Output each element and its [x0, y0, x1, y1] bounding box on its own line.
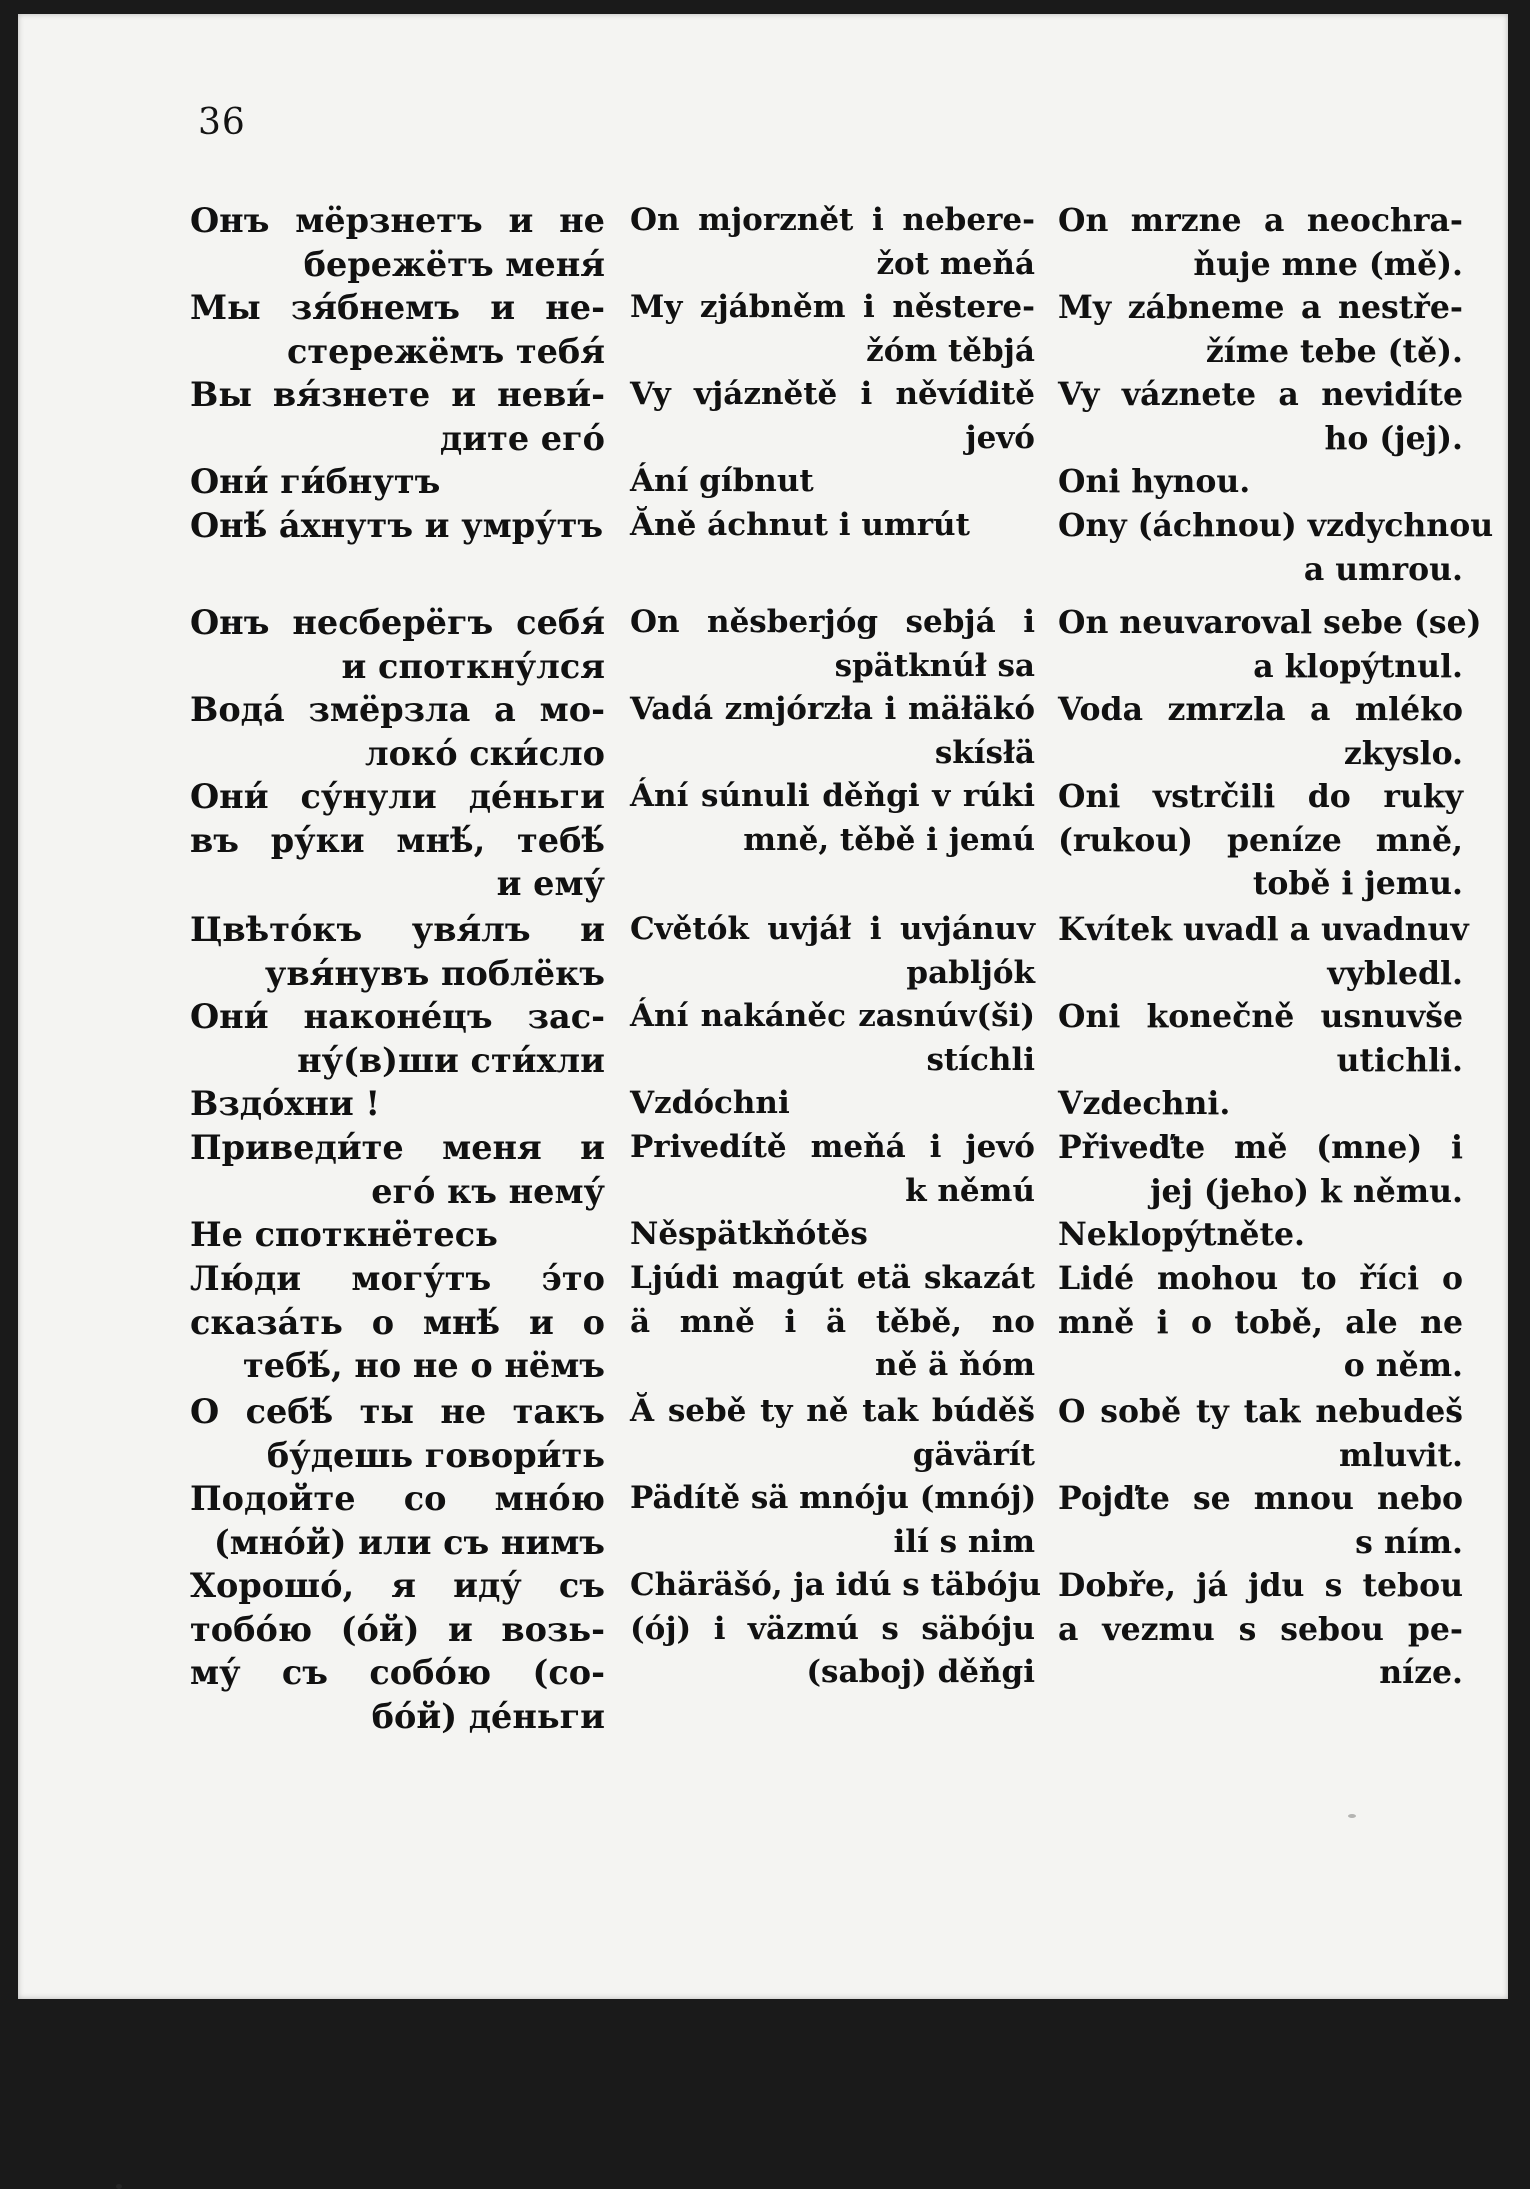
transcription-line: ä mně i ä těbě, no: [630, 1303, 1035, 1340]
transcription-entry: [630, 1257, 1035, 1388]
russian-entry: [190, 1390, 605, 1477]
transcription-line: ilí s nim: [893, 1523, 1035, 1560]
russian-line: Лю́ди могу́тъ э́то: [190, 1259, 605, 1298]
czech-line: a klopýtnul.: [1253, 647, 1463, 685]
russian-entry: [190, 1213, 605, 1257]
russian-entry: [190, 775, 605, 906]
transcription-line: žot meňá: [876, 245, 1035, 282]
russian-entry: [190, 199, 605, 286]
russian-line: локо́ ски́сло: [365, 733, 605, 773]
russian-line: Вода́ змёрзла а мо-: [190, 690, 605, 729]
transcription-entry: [630, 995, 1035, 1082]
russian-line: Хорошо́, я иду́ съ: [190, 1566, 605, 1605]
transcription-entry: [630, 460, 1035, 504]
page-number: 36: [198, 102, 246, 143]
czech-entry: [1058, 460, 1463, 504]
czech-line: ňuje mne (mě).: [1193, 245, 1463, 283]
czech-line: On mrzne a neochra-: [1058, 202, 1463, 239]
transcription-line: spätknúł sa: [834, 647, 1035, 684]
transcription-line: Vzdóchni: [630, 1085, 790, 1121]
russian-line: Не споткнётесь: [190, 1215, 498, 1254]
russian-line: Онѣ́ а́хнутъ и умру́тъ: [190, 506, 604, 545]
russian-entry: [190, 373, 605, 460]
czech-entry: [1058, 601, 1482, 688]
transcription-line: Vy vjáznětě i něvíditě: [630, 376, 1035, 412]
transcription-line: k němú: [905, 1172, 1035, 1209]
russian-entry: [190, 460, 605, 504]
czech-line: Dobře, já jdu s tebou: [1058, 1567, 1463, 1604]
transcription-line: Pädítě sä mnóju (mnój): [630, 1480, 1037, 1516]
transcription-line: pabljók: [906, 954, 1035, 991]
czech-line: Oni vstrčili do ruky: [1058, 778, 1463, 815]
czech-line: vybledl.: [1327, 954, 1463, 992]
russian-line: дите его́: [439, 418, 605, 458]
russian-entry: [190, 908, 605, 995]
czech-entry: [1058, 1564, 1463, 1695]
transcription-line: jevó: [965, 419, 1035, 456]
russian-line: Цвѣто́къ увя́лъ и: [190, 910, 605, 949]
czech-line: a umrou.: [1303, 550, 1463, 588]
russian-line: бережётъ меня́: [303, 244, 605, 284]
czech-line: o něm.: [1343, 1347, 1463, 1384]
russian-line: сказа́ть о мнѣ́ и о: [190, 1302, 605, 1342]
russian-line: О себѣ́ ты не такъ: [190, 1392, 605, 1431]
transcription-line: žóm těbjá: [866, 332, 1035, 369]
russian-entry: [190, 1564, 605, 1738]
transcription-line: Ání gíbnut: [630, 463, 814, 499]
czech-entry: [1058, 1213, 1463, 1257]
russian-line: му́ съ собо́ю (со-: [190, 1653, 605, 1692]
czech-line: s ním.: [1355, 1523, 1463, 1561]
czech-line: Vzdechni.: [1058, 1085, 1231, 1122]
russian-entry: [190, 995, 605, 1082]
russian-line: стережёмъ тебя́: [287, 331, 605, 371]
russian-entry: [190, 601, 605, 688]
czech-line: Neklopýtněte.: [1058, 1216, 1306, 1253]
czech-entry: [1058, 373, 1463, 460]
czech-line: Lidé mohou to říci o: [1058, 1260, 1463, 1297]
transcription-line: ně ä ňóm: [875, 1347, 1035, 1383]
transcription-entry: [630, 373, 1035, 460]
transcription-line: Vadá zmjórzła i mäłäkó: [630, 691, 1035, 727]
transcription-entry: [630, 1477, 1035, 1564]
czech-line: Přiveďte mě (mne) i: [1058, 1129, 1463, 1166]
russian-entry: [190, 1257, 605, 1388]
czech-line: Vy váznete a nevidíte: [1058, 376, 1463, 413]
czech-entry: [1058, 908, 1469, 995]
czech-entry: [1058, 995, 1463, 1082]
transcription-entry: [630, 504, 1035, 548]
stain-mark: [1348, 1814, 1356, 1818]
transcription-line: Ăně áchnut i umrút: [630, 507, 970, 543]
transcription-entry: [630, 601, 1035, 688]
czech-entry: [1058, 199, 1463, 286]
russian-entry: [190, 1082, 605, 1126]
czech-line: zkyslo.: [1343, 734, 1463, 772]
czech-line: mluvit.: [1339, 1436, 1463, 1474]
russian-line: Вы вя́знете и неви́-: [190, 375, 605, 414]
transcription-line: On něsberjóg sebjá i: [630, 604, 1035, 640]
transcription-line: Ljúdi magút etä skazát: [630, 1260, 1035, 1296]
transcription-entry: [630, 1126, 1035, 1213]
czech-line: Oni konečně usnuvše: [1058, 998, 1463, 1035]
czech-line: mně i o tobě, ale ne: [1058, 1303, 1463, 1341]
russian-line: (мно́й) или съ нимъ: [213, 1522, 605, 1562]
transcription-line: Něspätkňótěs: [630, 1216, 868, 1252]
book-page: [18, 14, 1508, 1999]
transcription-entry: [630, 908, 1035, 995]
czech-line: Oni hynou.: [1058, 463, 1251, 500]
transcription-line: (saboj) děňgi: [806, 1654, 1035, 1690]
russian-line: Вздо́хни !: [190, 1084, 381, 1123]
transcription-entry: [630, 286, 1035, 373]
russian-line: Они́ ги́бнутъ: [190, 462, 441, 501]
transcription-entry: [630, 775, 1035, 862]
transcription-line: My zjábněm i něstere-: [630, 289, 1035, 325]
czech-entry: [1058, 1477, 1463, 1564]
russian-line: ну́(в)ши сти́хли: [297, 1040, 605, 1080]
czech-line: níze.: [1379, 1654, 1463, 1691]
russian-line: Подойте со мно́ю: [190, 1479, 605, 1518]
czech-line: Voda zmrzla a mléko: [1058, 691, 1463, 728]
czech-entry: [1058, 1257, 1463, 1388]
transcription-line: (ój) i väzmú s säbóju: [630, 1610, 1035, 1647]
russian-line: Мы зя́бнемъ и не-: [190, 288, 605, 327]
czech-entry: [1058, 504, 1494, 591]
czech-entry: [1058, 775, 1463, 906]
russian-line: Приведи́те меня и: [190, 1128, 605, 1167]
russian-entry: [190, 286, 605, 373]
transcription-line: mně, těbě i jemú: [743, 821, 1035, 858]
czech-line: ho (jej).: [1324, 419, 1463, 457]
czech-entry: [1058, 1126, 1463, 1213]
russian-line: тебѣ́, но не о нёмъ: [243, 1346, 605, 1385]
czech-line: a vezmu s sebou pe-: [1058, 1610, 1463, 1648]
czech-entry: [1058, 1390, 1463, 1477]
transcription-line: On mjorznět i nebere-: [630, 202, 1035, 238]
czech-line: utichli.: [1336, 1041, 1463, 1079]
czech-line: On neuvaroval sebe (se): [1058, 604, 1482, 641]
czech-line: Ony (áchnou) vzdychnou: [1058, 507, 1494, 544]
russian-line: Онъ несберёгъ себя́: [190, 603, 605, 642]
russian-entry: [190, 504, 605, 548]
russian-line: увя́нувъ поблёкъ: [264, 953, 605, 993]
czech-line: Pojďte se mnou nebo: [1058, 1480, 1463, 1517]
czech-line: jej (jeho) k němu.: [1150, 1172, 1463, 1210]
transcription-entry: [630, 688, 1035, 775]
transcription-entry: [630, 1390, 1035, 1477]
russian-line: Онъ мёрзнетъ и не: [190, 201, 605, 240]
czech-line: tobě i jemu.: [1252, 865, 1463, 902]
transcription-entry: [630, 199, 1035, 286]
transcription-line: Ání nakáněc zasnúv(ši): [630, 998, 1035, 1034]
czech-line: Kvítek uvadl a uvadnuv: [1058, 911, 1469, 948]
transcription-line: Ă sebě ty ně tak búděš: [630, 1393, 1035, 1429]
czech-entry: [1058, 286, 1463, 373]
russian-line: Они́ наконе́цъ зас-: [190, 997, 605, 1036]
transcription-entry: [630, 1082, 1035, 1126]
russian-entry: [190, 688, 605, 775]
transcription-line: Ání súnuli děňgi v rúki: [630, 778, 1035, 814]
czech-line: žíme tebe (tě).: [1205, 332, 1463, 370]
transcription-line: Privedítě meňá i jevó: [630, 1129, 1035, 1165]
czech-entry: [1058, 688, 1463, 775]
russian-line: его́ къ нему́: [371, 1171, 605, 1211]
czech-line: O sobě ty tak nebudeš: [1058, 1393, 1463, 1430]
russian-line: Они́ су́нули де́ньги: [190, 777, 605, 816]
transcription-entry: [630, 1564, 1042, 1695]
transcription-line: Chäräšó, ja idú s täbóju: [630, 1567, 1042, 1603]
russian-line: бу́дешь говори́ть: [266, 1435, 605, 1475]
czech-line: (rukou) peníze mně,: [1058, 821, 1463, 859]
russian-entry: [190, 1126, 605, 1213]
transcription-entry: [630, 1213, 1035, 1257]
russian-line: бо́й) де́ньги: [371, 1696, 605, 1736]
russian-line: въ ру́ки мнѣ́, тебѣ́: [190, 820, 605, 860]
transcription-line: Cvětók uvjáł i uvjánuv: [630, 911, 1035, 947]
russian-line: тобо́ю (о́й) и возь-: [190, 1609, 605, 1649]
czech-entry: [1058, 1082, 1463, 1126]
stain-mark: [116, 2184, 122, 2189]
transcription-line: gävärít: [912, 1436, 1035, 1473]
transcription-line: skísłä: [934, 734, 1035, 771]
russian-line: и ему́: [496, 864, 605, 903]
russian-line: и споткну́лся: [341, 646, 605, 686]
russian-entry: [190, 1477, 605, 1564]
transcription-line: stíchli: [926, 1041, 1035, 1078]
czech-line: My zábneme a nestře-: [1058, 289, 1463, 326]
